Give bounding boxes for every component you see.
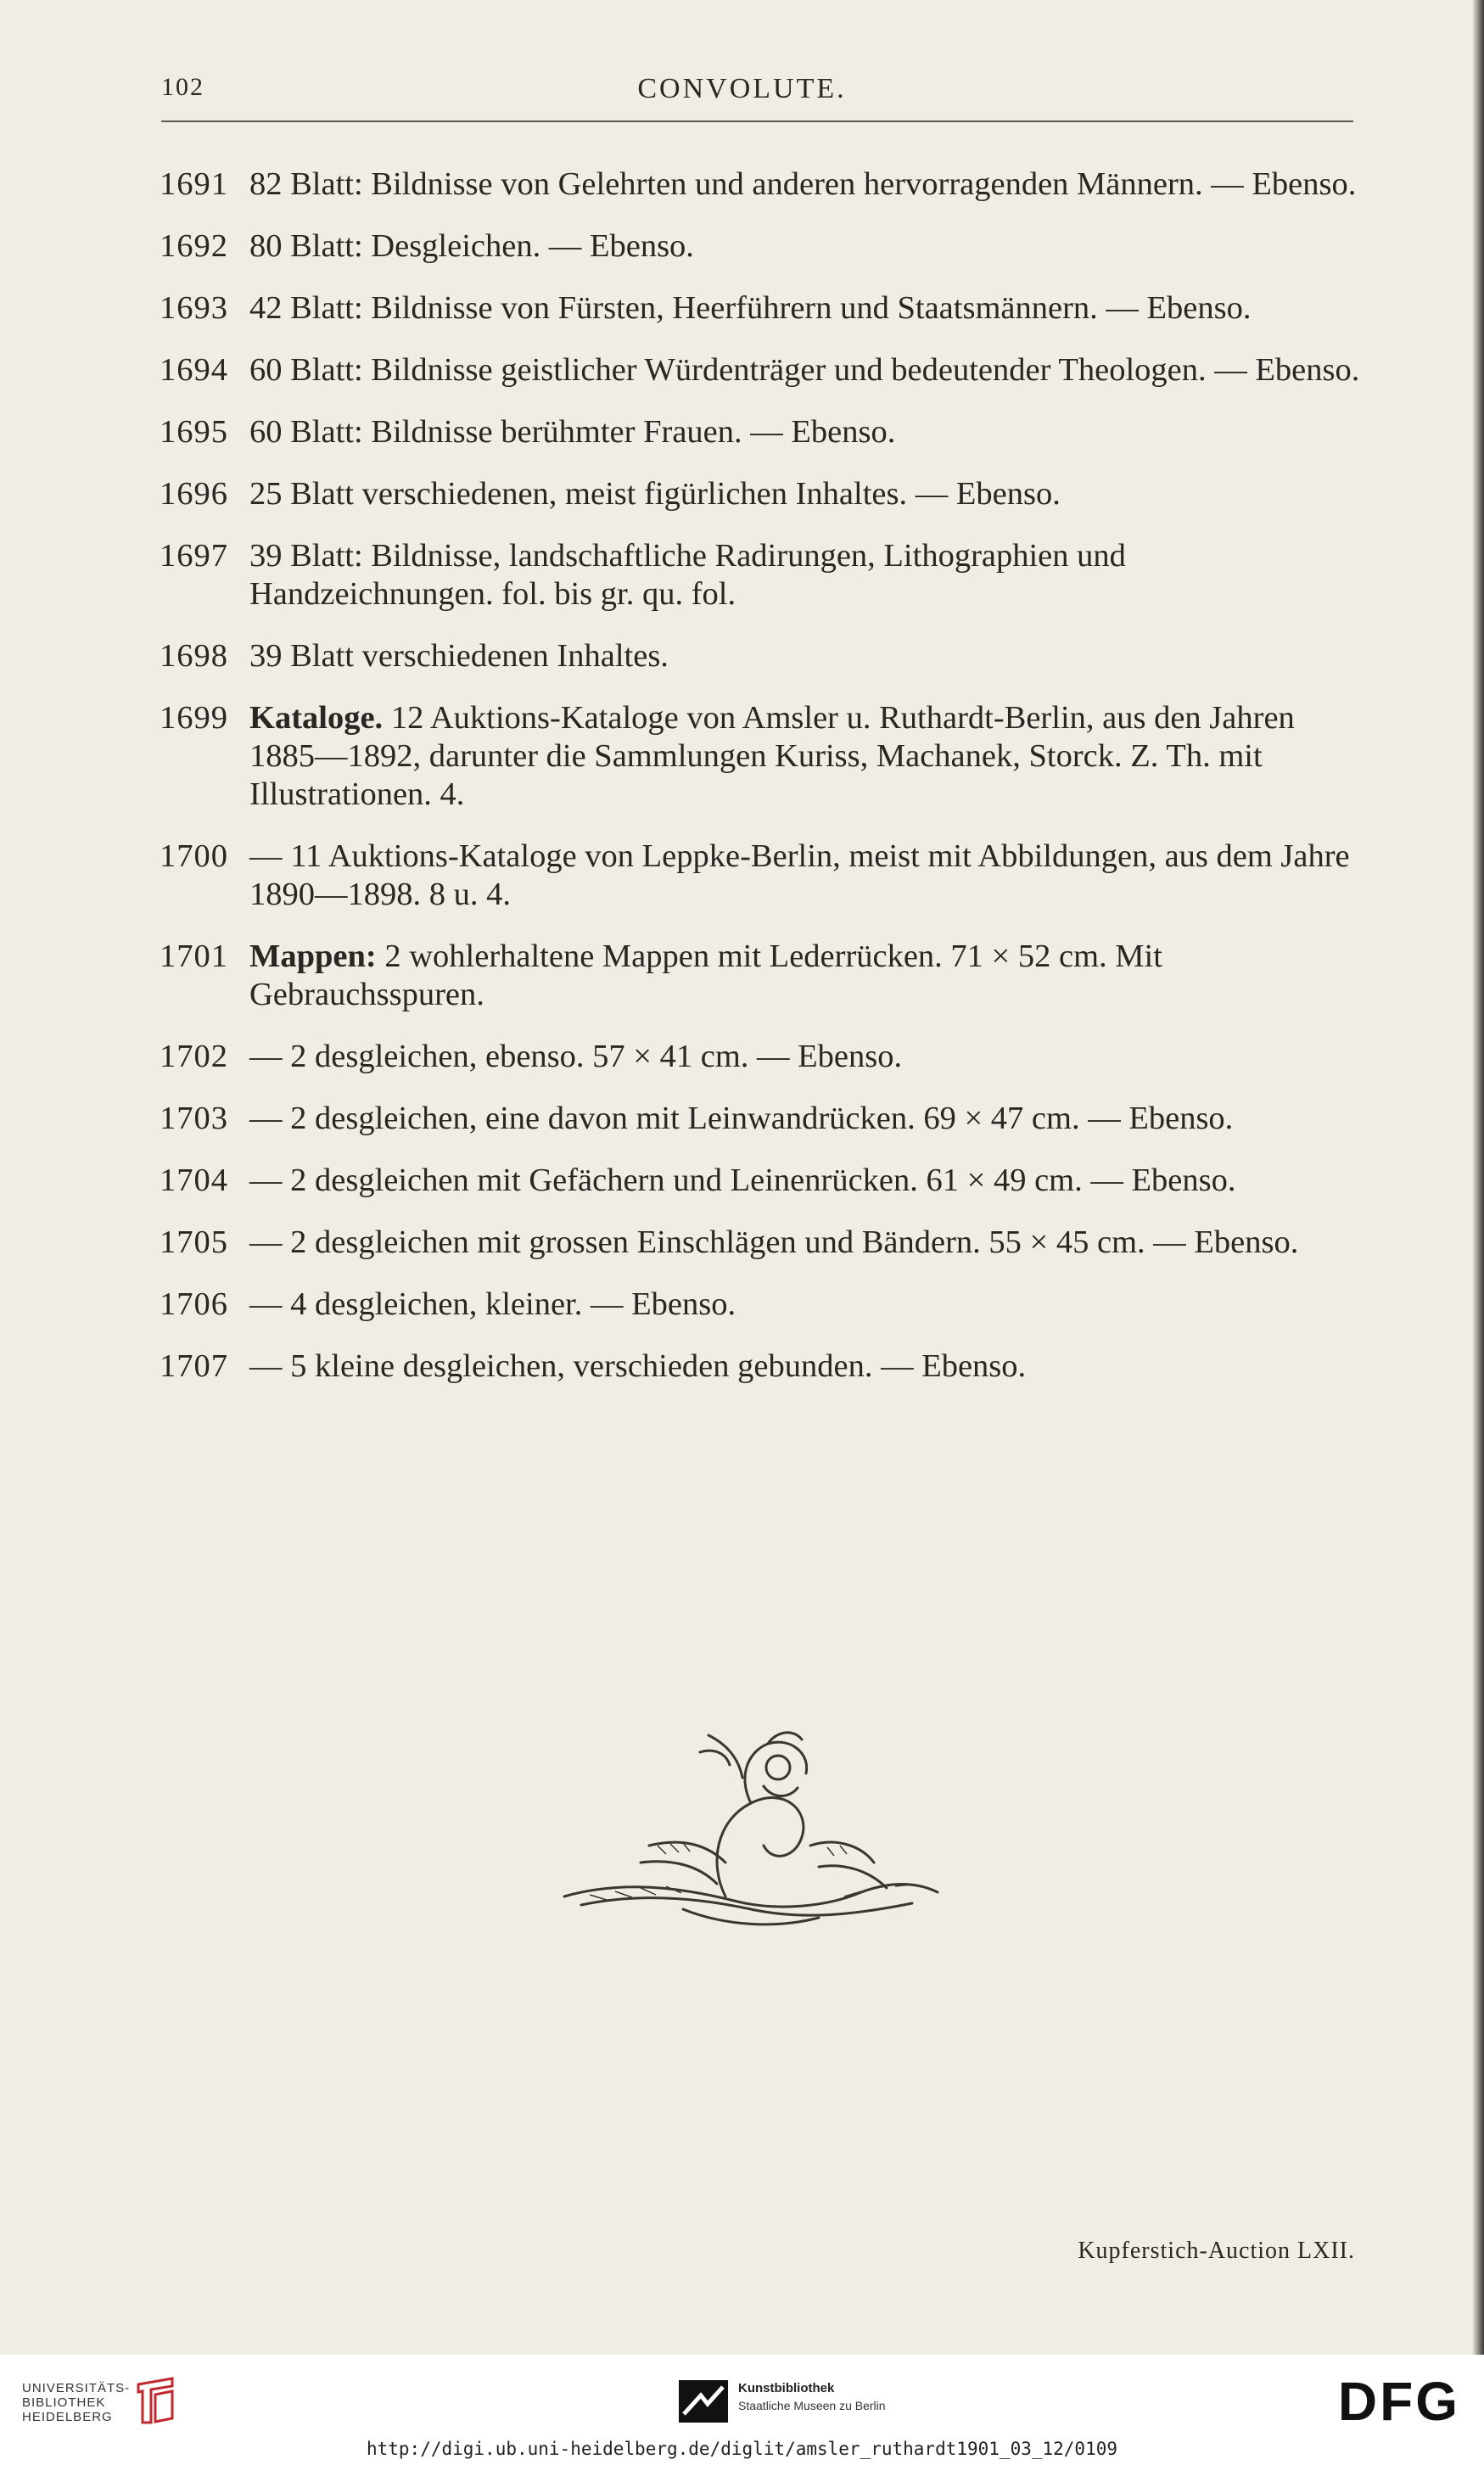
- lot-description: [249, 1286, 1364, 1324]
- lot-number: 1703: [160, 1101, 228, 1136]
- lot-description: [249, 838, 1364, 914]
- lot-number: 1695: [160, 414, 228, 450]
- lot-description: [249, 1162, 1364, 1200]
- catalogue-entry: [160, 413, 1364, 451]
- lot-text: 12 Auktions-Kataloge von Amsler u. Ruthardt-Berlin, aus den Jahren 1885—1892, darunter die Sammlungen Kuriss, Machanek, Storck. Z. Th. mit Illustrationen. 4.: [249, 700, 1295, 812]
- lot-description: [249, 1224, 1364, 1262]
- dfg-logo: DFG: [1337, 2371, 1460, 2432]
- decorative-vignette-icon: [556, 1718, 946, 1939]
- lot-number: 1706: [160, 1286, 228, 1322]
- lot-text: 80 Blatt: Desgleichen. — Ebenso.: [249, 228, 694, 264]
- auction-footer-note: Kupferstich-Auction LXII.: [1078, 2238, 1355, 2264]
- catalogue-entry: [160, 699, 1364, 814]
- lot-description: [249, 637, 1364, 675]
- lot-number: 1701: [160, 938, 228, 974]
- lot-description: [249, 289, 1364, 328]
- lot-text: 39 Blatt: Bildnisse, landschaftliche Radirungen, Lithographien und Handzeichnungen. fol. bis gr. qu. fol.: [249, 538, 1126, 612]
- lot-text: — 2 desgleichen, ebenso. 57 × 41 cm. — Ebenso.: [249, 1039, 903, 1074]
- lot-text: 60 Blatt: Bildnisse berühmter Frauen. — Ebenso.: [249, 414, 896, 450]
- lot-text: — 5 kleine desgleichen, verschieden gebunden. — Ebenso.: [249, 1348, 1027, 1384]
- lot-number: 1704: [160, 1162, 228, 1198]
- university-library-logo-icon: [134, 2376, 176, 2427]
- lot-number: 1691: [160, 166, 228, 202]
- lot-number: 1707: [160, 1348, 228, 1384]
- catalogue-entry: [160, 838, 1364, 914]
- lot-number: 1693: [160, 290, 228, 326]
- lot-description: [249, 1038, 1364, 1076]
- catalogue-entry: [160, 938, 1364, 1014]
- university-library-logo-text: UNIVERSITÄTS- BIBLIOTHEK HEIDELBERG: [22, 2381, 131, 2424]
- lot-description: [249, 413, 1364, 451]
- lot-description: [249, 938, 1364, 1014]
- lot-description: [249, 227, 1364, 266]
- lot-number: 1696: [160, 476, 228, 512]
- lot-text: — 4 desgleichen, kleiner. — Ebenso.: [249, 1286, 736, 1322]
- catalogue-entry: [160, 165, 1364, 204]
- lot-number: 1694: [160, 352, 228, 388]
- lot-number: 1692: [160, 228, 228, 264]
- catalogue-entry: [160, 1038, 1364, 1076]
- lot-description: [249, 165, 1364, 204]
- lot-text: — 2 desgleichen, eine davon mit Leinwandrücken. 69 × 47 cm. — Ebenso.: [249, 1101, 1234, 1136]
- lot-text: — 11 Auktions-Kataloge von Leppke-Berlin, meist mit Abbildungen, aus dem Jahre 1890—1898. 8 u. 4.: [249, 838, 1350, 912]
- catalogue-entry: [160, 1162, 1364, 1200]
- running-head: CONVOLUTE.: [637, 73, 847, 104]
- lot-text: 82 Blatt: Bildnisse von Gelehrten und anderen hervorragenden Männern. — Ebenso.: [249, 166, 1357, 202]
- catalogue-entry: [160, 227, 1364, 266]
- catalogue-entry: [160, 289, 1364, 328]
- catalogue-entry: [160, 537, 1364, 613]
- lot-text: — 2 desgleichen mit Gefächern und Leinenrücken. 61 × 49 cm. — Ebenso.: [249, 1162, 1236, 1198]
- catalogue-entry: [160, 1286, 1364, 1324]
- lot-text: 42 Blatt: Bildnisse von Fürsten, Heerführern und Staatsmännern. — Ebenso.: [249, 290, 1252, 326]
- catalogue-entry: [160, 475, 1364, 513]
- lot-number: 1702: [160, 1039, 228, 1074]
- lot-text: 25 Blatt verschiedenen, meist figürlichen Inhaltes. — Ebenso.: [249, 476, 1061, 512]
- lot-number: 1705: [160, 1224, 228, 1260]
- lot-description: [249, 351, 1364, 389]
- lot-number: 1697: [160, 538, 228, 574]
- lot-category-heading: Mappen:: [249, 938, 377, 974]
- lot-description: [249, 537, 1364, 613]
- lot-number: 1699: [160, 700, 228, 736]
- permalink-url[interactable]: http://digi.ub.uni-heidelberg.de/diglit/amsler_ruthardt1901_03_12/0109: [366, 2439, 1117, 2459]
- lot-description: [249, 1100, 1364, 1138]
- catalogue-entry: [160, 637, 1364, 675]
- catalogue-entry: [160, 1100, 1364, 1138]
- lot-description: [249, 699, 1364, 814]
- page-number: 102: [161, 73, 204, 101]
- kunstbibliothek-title: Kunstbibliothek: [738, 2381, 835, 2395]
- lot-text: 60 Blatt: Bildnisse geistlicher Würdenträger und bedeutender Theologen. — Ebenso.: [249, 352, 1360, 388]
- lot-number: 1700: [160, 838, 228, 874]
- catalogue-entries: [160, 165, 1364, 1409]
- lot-text: — 2 desgleichen mit grossen Einschlägen und Bändern. 55 × 45 cm. — Ebenso.: [249, 1224, 1299, 1260]
- lot-description: [249, 475, 1364, 513]
- page-edge-shadow: [1472, 0, 1484, 2355]
- catalogue-entry: [160, 1347, 1364, 1386]
- catalogue-entry: [160, 351, 1364, 389]
- lot-description: [249, 1347, 1364, 1386]
- kunstbibliothek-logo-icon: [679, 2380, 728, 2423]
- lot-number: 1698: [160, 638, 228, 674]
- header-rule: [161, 120, 1353, 122]
- lot-category-heading: Kataloge.: [249, 700, 384, 736]
- kunstbibliothek-subtitle: Staatliche Museen zu Berlin: [738, 2399, 886, 2412]
- lot-text: 39 Blatt verschiedenen Inhaltes.: [249, 638, 669, 674]
- catalogue-entry: [160, 1224, 1364, 1262]
- lot-text: 2 wohlerhaltene Mappen mit Lederrücken. 71 × 52 cm. Mit Gebrauchsspuren.: [249, 938, 1162, 1012]
